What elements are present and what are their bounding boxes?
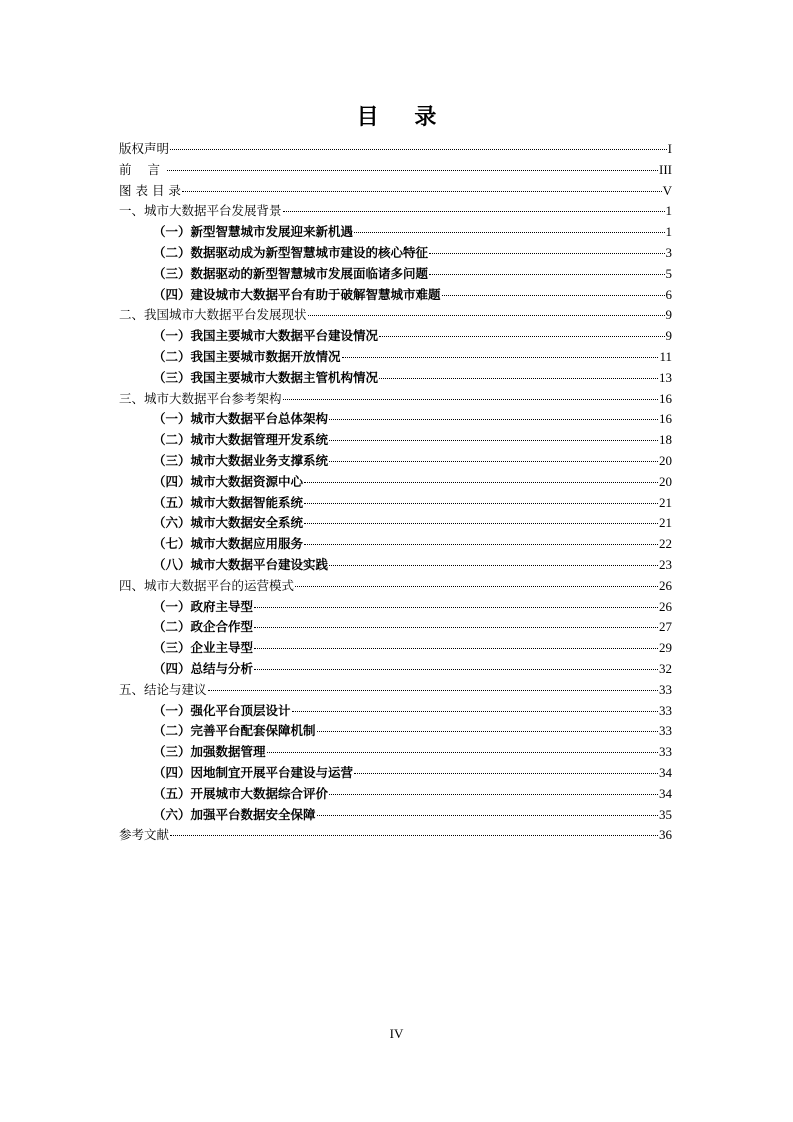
toc-entry[interactable] bbox=[119, 326, 672, 347]
toc-page-number: 34 bbox=[659, 785, 672, 801]
toc-label: 前 言 bbox=[119, 161, 166, 177]
toc-entry[interactable] bbox=[119, 555, 672, 576]
toc-entry[interactable] bbox=[119, 576, 672, 597]
toc-entry[interactable] bbox=[119, 617, 672, 638]
toc-page-number: 1 bbox=[665, 203, 672, 219]
dot-leader bbox=[379, 378, 658, 379]
toc-entry[interactable] bbox=[119, 825, 672, 846]
toc-entry[interactable] bbox=[119, 680, 672, 701]
toc-page-number: 20 bbox=[659, 473, 672, 489]
page-number: IV bbox=[389, 1026, 404, 1041]
toc-page-number: III bbox=[659, 161, 672, 177]
dot-leader bbox=[429, 253, 664, 254]
dot-leader bbox=[254, 648, 658, 649]
dot-leader bbox=[267, 752, 658, 753]
toc-entry[interactable] bbox=[119, 160, 672, 181]
toc-entry[interactable] bbox=[119, 305, 672, 326]
toc-page-number: 27 bbox=[659, 619, 672, 635]
toc-label: 图 表 目 录 bbox=[119, 182, 181, 198]
toc-entry[interactable] bbox=[119, 534, 672, 555]
toc-page-number: 35 bbox=[659, 806, 672, 822]
toc-entry[interactable] bbox=[119, 597, 672, 618]
toc-label: （三）加强数据管理 bbox=[153, 744, 266, 760]
toc-label: （三）我国主要城市大数据主管机构情况 bbox=[153, 369, 379, 385]
toc-entry[interactable] bbox=[119, 243, 672, 264]
dot-leader bbox=[442, 295, 665, 296]
toc-page-number: 13 bbox=[659, 369, 672, 385]
dot-leader bbox=[182, 191, 662, 192]
toc-page-number: 6 bbox=[665, 286, 672, 302]
dot-leader bbox=[254, 607, 658, 608]
dot-leader bbox=[208, 690, 658, 691]
dot-leader bbox=[429, 274, 664, 275]
toc-page-number: I bbox=[667, 141, 672, 156]
toc-label: （三）企业主导型 bbox=[153, 640, 254, 656]
toc-page-number: 5 bbox=[665, 265, 672, 281]
toc-entry[interactable] bbox=[119, 493, 672, 514]
dot-leader bbox=[329, 461, 658, 462]
toc-label: （二）我国主要城市数据开放情况 bbox=[153, 348, 341, 364]
toc-entry[interactable] bbox=[119, 701, 672, 722]
dot-leader bbox=[304, 482, 658, 483]
toc-page-number: 32 bbox=[659, 660, 672, 676]
dot-leader bbox=[354, 773, 658, 774]
toc-entry[interactable] bbox=[119, 430, 672, 451]
toc-label: （六）加强平台数据安全保障 bbox=[153, 806, 316, 822]
dot-leader bbox=[329, 794, 658, 795]
toc-entry[interactable] bbox=[119, 638, 672, 659]
table-of-contents bbox=[119, 139, 672, 846]
toc-entry[interactable] bbox=[119, 139, 672, 160]
toc-label: （三）城市大数据业务支撑系统 bbox=[153, 452, 329, 468]
toc-label: （一）新型智慧城市发展迎来新机遇 bbox=[153, 224, 354, 240]
toc-page-number: 20 bbox=[659, 452, 672, 468]
toc-page-number: 21 bbox=[659, 494, 672, 510]
dot-leader bbox=[317, 815, 658, 816]
toc-entry[interactable] bbox=[119, 742, 672, 763]
toc-page-number: 1 bbox=[665, 224, 672, 240]
toc-entry[interactable] bbox=[119, 347, 672, 368]
dot-leader bbox=[167, 170, 658, 171]
toc-label: 版权声明 bbox=[119, 141, 170, 156]
toc-page-number: 33 bbox=[659, 681, 672, 697]
dot-leader bbox=[308, 315, 665, 316]
toc-label: （一）城市大数据平台总体架构 bbox=[153, 411, 329, 427]
toc-page-number: 11 bbox=[659, 348, 672, 364]
toc-page-number: 36 bbox=[659, 827, 672, 843]
toc-page-number: 9 bbox=[665, 328, 672, 344]
toc-page-number: 29 bbox=[659, 640, 672, 656]
toc-entry[interactable] bbox=[119, 659, 672, 680]
dot-leader bbox=[254, 627, 658, 628]
toc-entry[interactable] bbox=[119, 472, 672, 493]
dot-leader bbox=[329, 419, 658, 420]
toc-page-number: 9 bbox=[665, 307, 672, 323]
dot-leader bbox=[283, 399, 658, 400]
toc-page-number: V bbox=[662, 182, 672, 198]
dot-leader bbox=[254, 669, 658, 670]
toc-label: 三、城市大数据平台参考架构 bbox=[119, 390, 282, 406]
toc-label: （二）数据驱动成为新型智慧城市建设的核心特征 bbox=[153, 244, 429, 260]
toc-entry[interactable] bbox=[119, 763, 672, 784]
toc-page-number: 33 bbox=[659, 723, 672, 739]
toc-label: 参考文献 bbox=[119, 827, 170, 843]
dot-leader bbox=[304, 503, 658, 504]
toc-label: （四）因地制宜开展平台建设与运营 bbox=[153, 764, 354, 780]
toc-page-number: 21 bbox=[659, 515, 672, 531]
dot-leader bbox=[304, 544, 658, 545]
toc-label: 二、我国城市大数据平台发展现状 bbox=[119, 307, 307, 323]
dot-leader bbox=[292, 711, 658, 712]
toc-entry[interactable] bbox=[119, 222, 672, 243]
toc-page-number: 23 bbox=[659, 556, 672, 572]
toc-entry[interactable] bbox=[119, 805, 672, 826]
toc-label: （二）政企合作型 bbox=[153, 619, 254, 635]
toc-entry[interactable] bbox=[119, 721, 672, 742]
toc-label: （三）数据驱动的新型智慧城市发展面临诸多问题 bbox=[153, 265, 429, 281]
toc-entry[interactable] bbox=[119, 409, 672, 430]
toc-page-number: 26 bbox=[659, 598, 672, 614]
toc-label: （一）强化平台顶层设计 bbox=[153, 702, 291, 718]
dot-leader bbox=[304, 523, 658, 524]
page-title: 目 录 bbox=[356, 105, 451, 130]
toc-label: （五）城市大数据智能系统 bbox=[153, 494, 304, 510]
toc-label: （四）城市大数据资源中心 bbox=[153, 473, 304, 489]
toc-entry[interactable] bbox=[119, 181, 672, 202]
toc-page-number: 16 bbox=[659, 411, 672, 427]
toc-page-number: 33 bbox=[659, 702, 672, 718]
toc-label: （四）建设城市大数据平台有助于破解智慧城市难题 bbox=[153, 286, 441, 302]
dot-leader bbox=[329, 565, 658, 566]
toc-page-number: 16 bbox=[659, 390, 672, 406]
dot-leader bbox=[170, 835, 658, 836]
toc-label: 一、城市大数据平台发展背景 bbox=[119, 203, 282, 219]
toc-entry[interactable] bbox=[119, 285, 672, 306]
toc-entry[interactable] bbox=[119, 368, 672, 389]
toc-entry[interactable] bbox=[119, 389, 672, 410]
dot-leader bbox=[283, 211, 665, 212]
toc-label: （六）城市大数据安全系统 bbox=[153, 515, 304, 531]
toc-label: （五）开展城市大数据综合评价 bbox=[153, 785, 329, 801]
toc-page-number: 26 bbox=[659, 577, 672, 593]
toc-page-number: 3 bbox=[665, 244, 672, 260]
toc-page-number: 33 bbox=[659, 744, 672, 760]
dot-leader bbox=[379, 336, 664, 337]
dot-leader bbox=[317, 731, 658, 732]
toc-page-number: 22 bbox=[659, 536, 672, 552]
dot-leader bbox=[329, 440, 658, 441]
toc-entry[interactable] bbox=[119, 201, 672, 222]
dot-leader bbox=[354, 232, 664, 233]
toc-label: （二）城市大数据管理开发系统 bbox=[153, 432, 329, 448]
toc-label: 四、城市大数据平台的运营模式 bbox=[119, 577, 295, 593]
toc-entry[interactable] bbox=[119, 451, 672, 472]
toc-label: （二）完善平台配套保障机制 bbox=[153, 723, 316, 739]
dot-leader bbox=[170, 149, 667, 150]
dot-leader bbox=[342, 357, 659, 358]
toc-label: （七）城市大数据应用服务 bbox=[153, 536, 304, 552]
toc-entry[interactable] bbox=[119, 264, 672, 285]
toc-label: （八）城市大数据平台建设实践 bbox=[153, 556, 329, 572]
toc-page-number: 18 bbox=[659, 432, 672, 448]
toc-label: 五、结论与建议 bbox=[119, 681, 207, 697]
toc-label: （四）总结与分析 bbox=[153, 660, 254, 676]
toc-label: （一）政府主导型 bbox=[153, 598, 254, 614]
toc-page-number: 34 bbox=[659, 764, 672, 780]
dot-leader bbox=[295, 586, 658, 587]
toc-label: （一）我国主要城市大数据平台建设情况 bbox=[153, 328, 379, 344]
toc-entry[interactable] bbox=[119, 513, 672, 534]
toc-entry[interactable] bbox=[119, 784, 672, 805]
